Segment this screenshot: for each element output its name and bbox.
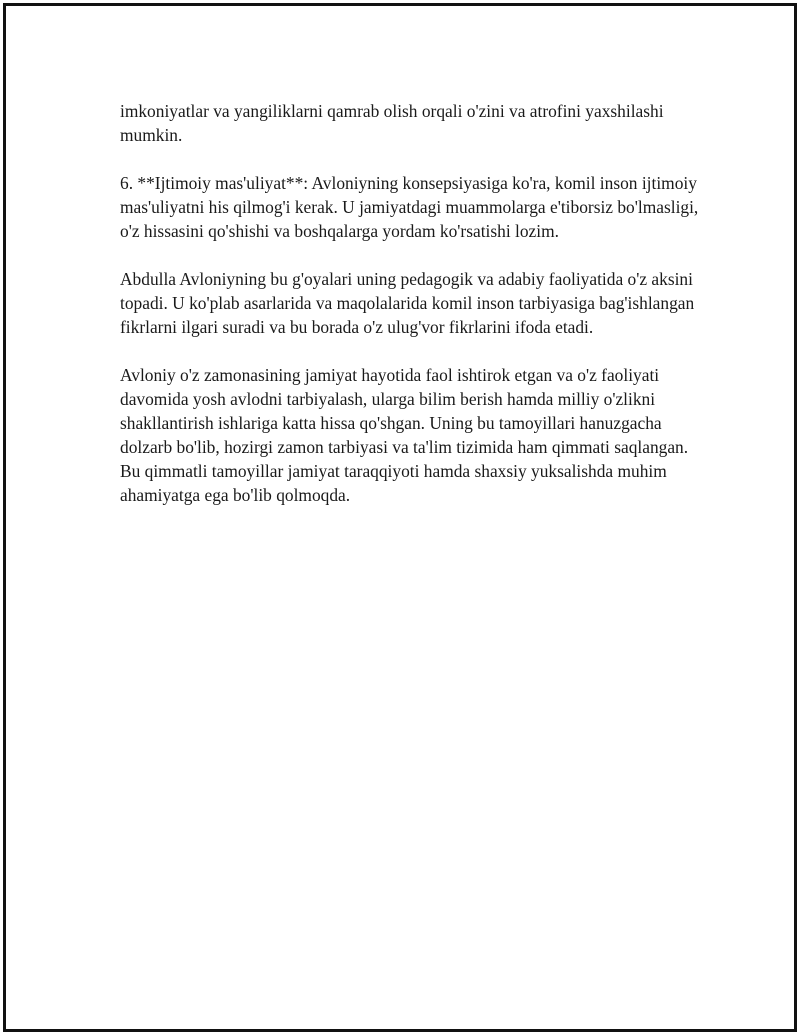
paragraph-avloniy-ideas: Abdulla Avloniyning bu g'oyalari uning pedagogik va adabiy faoliyatida o'z aksini topadi. U ko'plab asarlarida va maqolalarida komil inson tarbiyasiga bag'ishlangan fikrlarni ilgari suradi va bu borada o'z ulug'vor fikrlarini ifoda etadi. — [120, 269, 695, 337]
paragraph-continuation: imkoniyatlar va yangiliklarni qamrab olish orqali o'zini va atrofini yaxshilashi mumkin. — [120, 101, 664, 145]
paragraph-avloniy-legacy: Avloniy o'z zamonasining jamiyat hayotida faol ishtirok etgan va o'z faoliyati davomida yosh avlodni tarbiyalash, ularga bilim berish hamda milliy o'zlikni shakllantirish ishlariga katta hissa qo'shgan. Uning bu tamoyillari hanuzgacha dolzarb bo'lib, hozirgi zamon tarbiyasi va ta'lim tizimida ham qimmati saqlangan. Bu qimmatli tamoyillar jamiyat taraqqiyoti hamda shaxsiy yuksalishda muhim ahamiyatga ega bo'lib qolmoqda. — [120, 365, 689, 505]
paragraph-social-responsibility: 6. **Ijtimoiy mas'uliyat**: Avloniyning konsepsiyasiga ko'ra, komil inson ijtimoiy mas'uliyatni his qilmog'i kerak. U jamiyatdagi muammolarga e'tiborsiz bo'lmasligi, o'z hissasini qo'shishi va boshqalarga yordam ko'rsatishi lozim. — [120, 173, 699, 241]
document-body — [120, 99, 700, 531]
page-frame — [3, 3, 797, 1032]
